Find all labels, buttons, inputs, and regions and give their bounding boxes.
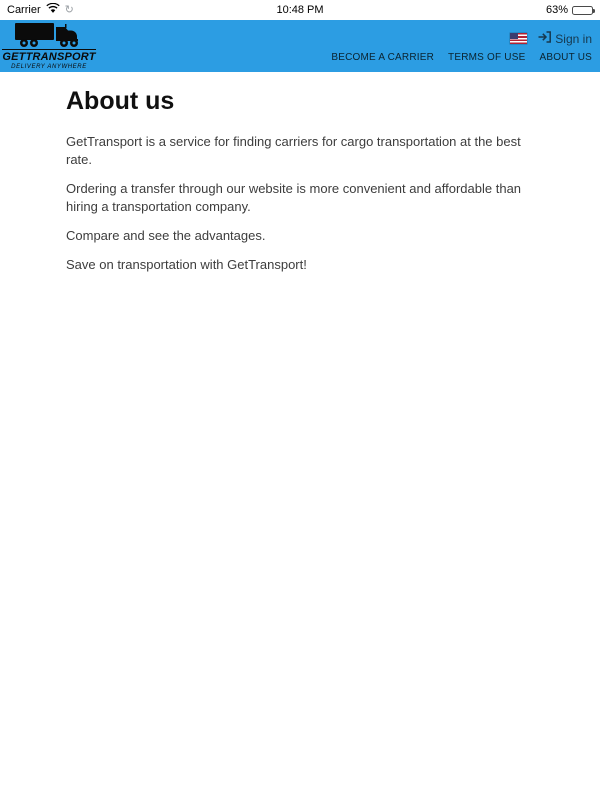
page-title: About us	[66, 87, 175, 115]
status-bar	[0, 0, 600, 20]
about-paragraph: Compare and see the advantages.	[66, 228, 266, 243]
about-paragraph: GetTransport is a service for finding carriers for cargo transportation at the best rate.	[66, 134, 521, 167]
gettransport-logo[interactable]	[2, 20, 96, 72]
truck-icon	[13, 22, 85, 49]
nav-become-a-carrier[interactable]: BECOME A CARRIER	[331, 52, 435, 63]
carrier-label: Carrier	[7, 4, 41, 16]
main-nav	[331, 52, 592, 63]
nav-about-us[interactable]: ABOUT US	[539, 52, 592, 63]
sign-in-label: Sign in	[555, 31, 592, 46]
site-header	[0, 20, 600, 72]
sign-in-button[interactable]	[538, 31, 592, 46]
us-flag-icon[interactable]	[510, 33, 527, 44]
about-us-page	[0, 72, 600, 274]
nav-terms-of-use[interactable]: TERMS OF USE	[448, 52, 526, 63]
wifi-icon	[46, 3, 60, 17]
about-paragraph: Save on transportation with GetTransport!	[66, 257, 307, 272]
status-time: 10:48 PM	[276, 4, 324, 16]
rotation-lock-icon: ↻	[64, 3, 74, 16]
battery-icon	[572, 6, 593, 15]
brand-name: GETTRANSPORT	[2, 51, 96, 63]
sign-in-icon	[538, 31, 551, 46]
about-paragraph: Ordering a transfer through our website is more convenient and affordable than hiring a transportation company.	[66, 181, 522, 214]
battery-percent: 63%	[545, 4, 568, 16]
brand-tagline: DELIVERY ANYWHERE	[11, 64, 87, 71]
